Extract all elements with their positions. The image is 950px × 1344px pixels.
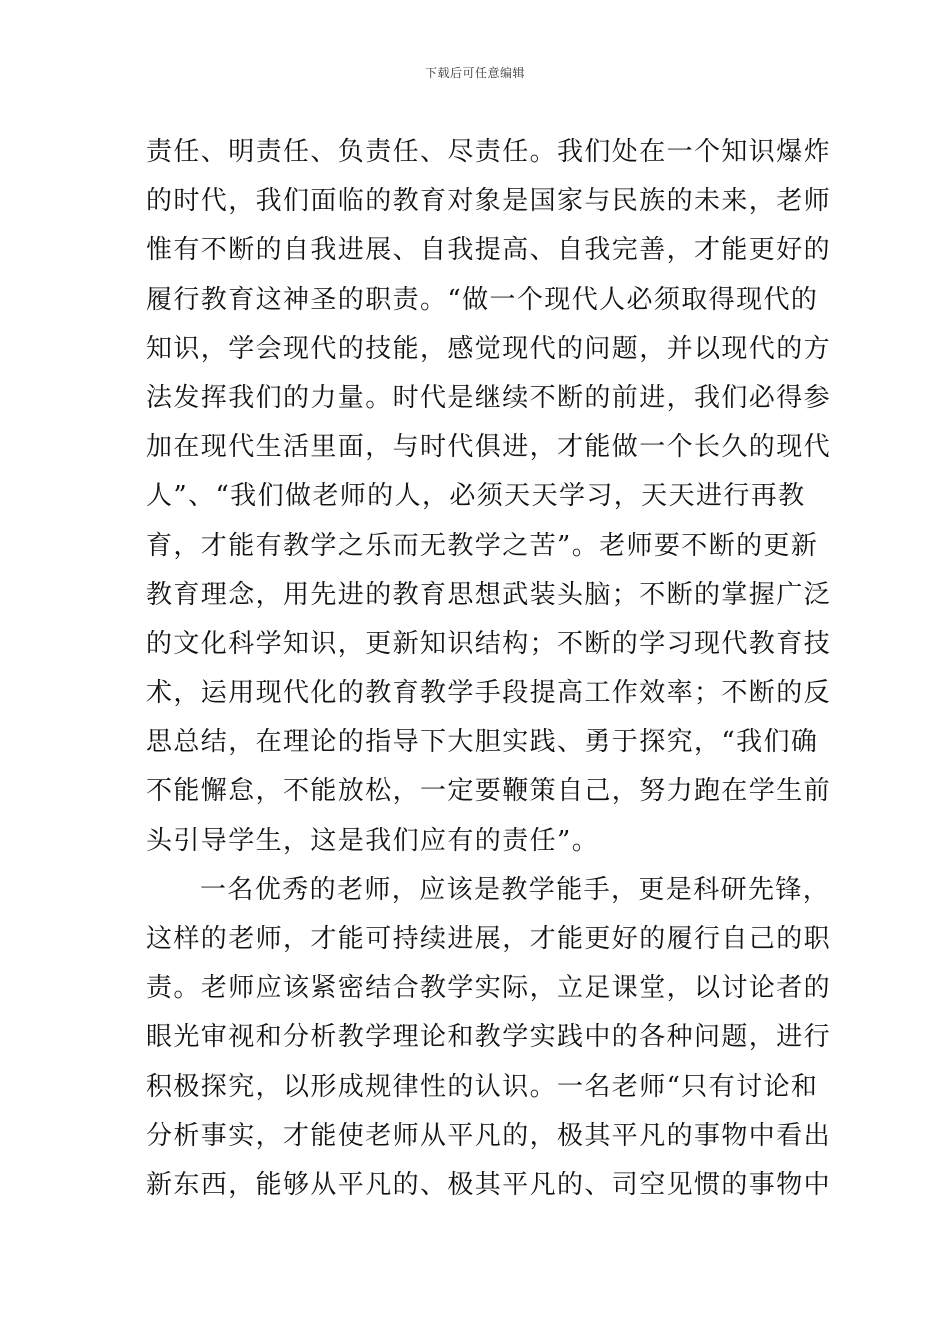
page-header: 下载后可任意编辑 (424, 66, 525, 80)
text-line: 责任、明责任、负责任、尽责任。我们处在一个知识爆炸 (146, 137, 832, 167)
text-line: 加在现代生活里面，与时代俱进，才能做一个长久的现代 (146, 432, 832, 463)
text-line: 术，运用现代化的教育教学手段提高工作效率；不断的反 (146, 678, 832, 709)
text-line: 的时代，我们面临的教育对象是国家与民族的未来，老师 (146, 186, 832, 217)
text-line: 头引导学生，这是我们应有的责任”。 (146, 825, 600, 856)
text-line: 的文化科学知识，更新知识结构；不断的学习现代教育技 (146, 628, 832, 659)
text-line: 积极探究，以形成规律性的认识。一名老师“只有讨论和 (146, 1071, 819, 1102)
text-line: 眼光审视和分析教学理论和教学实践中的各种问题，进行 (146, 1022, 832, 1053)
text-line: 不能懈怠，不能放松，一定要鞭策自己，努力跑在学生前 (146, 776, 832, 807)
text-line: 新东西，能够从平凡的、极其平凡的、司空见惯的事物中 (146, 1169, 832, 1200)
text-line: 惟有不断的自我进展、自我提高、自我完善，才能更好的 (146, 235, 832, 266)
text-line: 思总结，在理论的指导下大胆实践、勇于探究，“我们确 (146, 727, 819, 758)
paragraph-first-line: 一名优秀的老师，应该是教学能手，更是科研先锋， (200, 874, 831, 905)
body-text (146, 128, 832, 1210)
text-line: 分析事实，才能使老师从平凡的，极其平凡的事物中看出 (146, 1120, 832, 1151)
text-line: 履行教育这神圣的职责。“做一个现代人必须取得现代的 (146, 284, 819, 315)
text-line: 责。老师应该紧密结合教学实际，立足课堂，以讨论者的 (146, 973, 832, 1004)
text-line: 这样的老师，才能可持续进展，才能更好的履行自己的职 (146, 924, 832, 954)
text-line: 育，才能有教学之乐而无教学之苦”。老师要不断的更新 (146, 530, 819, 561)
text-line: 法发挥我们的力量。时代是继续不断的前进，我们必得参 (146, 382, 832, 413)
text-line: 教育理念，用先进的教育思想武装头脑；不断的掌握广泛 (146, 579, 832, 610)
text-line: 知识，学会现代的技能，感觉现代的问题，并以现代的方 (146, 333, 832, 364)
text-line: 人”、“我们做老师的人，必须天天学习，天天进行再教 (146, 481, 806, 512)
